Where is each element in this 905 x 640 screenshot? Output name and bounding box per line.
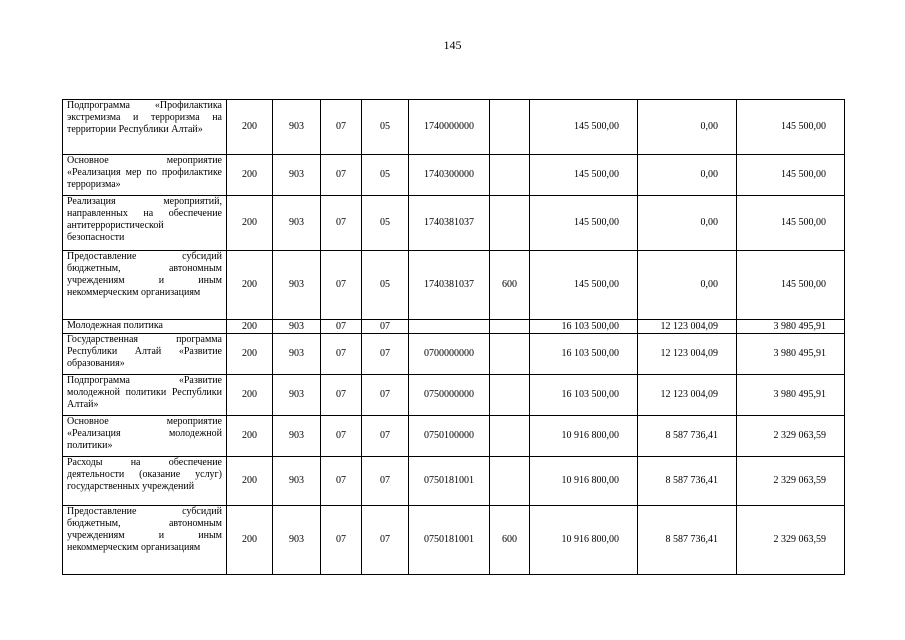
cell-admin-code: 200 (227, 334, 273, 375)
cell-subsection: 07 (362, 416, 409, 457)
table-row (63, 506, 845, 575)
cell-amount-remaining: 3 980 495,91 (737, 334, 845, 375)
table-row (63, 155, 845, 196)
row-name: Реализация мероприятий, направленных на обеспечение антитеррористической безопасности (63, 196, 227, 251)
cell-amount-planned: 145 500,00 (530, 251, 638, 320)
cell-ministry-code: 903 (273, 320, 321, 334)
cell-target-article: 0750000000 (409, 375, 490, 416)
cell-subsection: 05 (362, 196, 409, 251)
cell-admin-code: 200 (227, 375, 273, 416)
cell-section: 07 (321, 457, 362, 506)
cell-target-article (409, 320, 490, 334)
cell-admin-code: 200 (227, 416, 273, 457)
cell-ministry-code: 903 (273, 196, 321, 251)
cell-section: 07 (321, 334, 362, 375)
cell-target-article: 0700000000 (409, 334, 490, 375)
cell-amount-remaining: 3 980 495,91 (737, 375, 845, 416)
cell-amount-planned: 145 500,00 (530, 100, 638, 155)
cell-amount-remaining: 145 500,00 (737, 196, 845, 251)
cell-expense-type: 600 (490, 506, 530, 575)
cell-subsection: 05 (362, 251, 409, 320)
cell-subsection: 07 (362, 334, 409, 375)
cell-amount-remaining: 145 500,00 (737, 100, 845, 155)
cell-section: 07 (321, 320, 362, 334)
cell-ministry-code: 903 (273, 251, 321, 320)
cell-section: 07 (321, 375, 362, 416)
cell-amount-executed: 12 123 004,09 (638, 320, 737, 334)
cell-amount-planned: 145 500,00 (530, 196, 638, 251)
cell-subsection: 07 (362, 457, 409, 506)
table-row (63, 416, 845, 457)
cell-amount-planned: 10 916 800,00 (530, 457, 638, 506)
cell-amount-executed: 0,00 (638, 196, 737, 251)
cell-amount-remaining: 2 329 063,59 (737, 416, 845, 457)
row-name: Подпрограмма «Профилактика экстремизма и терроризма на территории Республики Алтай» (63, 100, 227, 155)
cell-amount-executed: 8 587 736,41 (638, 416, 737, 457)
cell-amount-planned: 10 916 800,00 (530, 506, 638, 575)
table-row (63, 251, 845, 320)
budget-table (62, 99, 845, 575)
cell-expense-type (490, 320, 530, 334)
row-name: Расходы на обеспечение деятельности (оказание услуг) государственных учреждений (63, 457, 227, 506)
row-name: Молодежная политика (63, 320, 227, 334)
cell-amount-planned: 145 500,00 (530, 155, 638, 196)
cell-subsection: 05 (362, 155, 409, 196)
cell-admin-code: 200 (227, 320, 273, 334)
row-name: Основное мероприятие «Реализация молодежной политики» (63, 416, 227, 457)
cell-ministry-code: 903 (273, 155, 321, 196)
cell-target-article: 0750181001 (409, 506, 490, 575)
table-row (63, 100, 845, 155)
cell-amount-executed: 8 587 736,41 (638, 457, 737, 506)
cell-amount-planned: 16 103 500,00 (530, 334, 638, 375)
cell-admin-code: 200 (227, 196, 273, 251)
cell-ministry-code: 903 (273, 457, 321, 506)
cell-amount-remaining: 2 329 063,59 (737, 457, 845, 506)
cell-amount-executed: 0,00 (638, 100, 737, 155)
cell-expense-type: 600 (490, 251, 530, 320)
cell-amount-planned: 10 916 800,00 (530, 416, 638, 457)
cell-amount-planned: 16 103 500,00 (530, 320, 638, 334)
cell-amount-executed: 12 123 004,09 (638, 334, 737, 375)
cell-amount-remaining: 145 500,00 (737, 155, 845, 196)
cell-expense-type (490, 100, 530, 155)
cell-target-article: 1740300000 (409, 155, 490, 196)
cell-admin-code: 200 (227, 251, 273, 320)
row-name: Государственная программа Республики Алтай «Развитие образования» (63, 334, 227, 375)
cell-section: 07 (321, 416, 362, 457)
table-row (63, 196, 845, 251)
cell-amount-remaining: 2 329 063,59 (737, 506, 845, 575)
cell-target-article: 0750100000 (409, 416, 490, 457)
cell-subsection: 07 (362, 320, 409, 334)
row-name: Подпрограмма «Развитие молодежной политики Республики Алтай» (63, 375, 227, 416)
cell-amount-executed: 0,00 (638, 155, 737, 196)
cell-amount-remaining: 145 500,00 (737, 251, 845, 320)
cell-target-article: 1740381037 (409, 251, 490, 320)
cell-section: 07 (321, 100, 362, 155)
cell-expense-type (490, 155, 530, 196)
cell-admin-code: 200 (227, 506, 273, 575)
cell-section: 07 (321, 196, 362, 251)
cell-target-article: 0750181001 (409, 457, 490, 506)
cell-subsection: 07 (362, 375, 409, 416)
cell-amount-planned: 16 103 500,00 (530, 375, 638, 416)
cell-ministry-code: 903 (273, 375, 321, 416)
table-row (63, 375, 845, 416)
cell-subsection: 07 (362, 506, 409, 575)
row-name: Предоставление субсидий бюджетным, автономным учреждениям и иным некоммерческим организациям (63, 506, 227, 575)
cell-expense-type (490, 334, 530, 375)
cell-section: 07 (321, 251, 362, 320)
cell-ministry-code: 903 (273, 334, 321, 375)
cell-admin-code: 200 (227, 100, 273, 155)
row-name: Предоставление субсидий бюджетным, автономным учреждениям и иным некоммерческим организациям (63, 251, 227, 320)
cell-section: 07 (321, 506, 362, 575)
cell-admin-code: 200 (227, 155, 273, 196)
cell-ministry-code: 903 (273, 416, 321, 457)
cell-target-article: 1740000000 (409, 100, 490, 155)
table-row (63, 457, 845, 506)
cell-target-article: 1740381037 (409, 196, 490, 251)
page-number: 145 (443, 38, 462, 52)
cell-expense-type (490, 375, 530, 416)
cell-ministry-code: 903 (273, 506, 321, 575)
cell-subsection: 05 (362, 100, 409, 155)
cell-section: 07 (321, 155, 362, 196)
cell-amount-executed: 8 587 736,41 (638, 506, 737, 575)
cell-amount-executed: 12 123 004,09 (638, 375, 737, 416)
cell-admin-code: 200 (227, 457, 273, 506)
cell-expense-type (490, 416, 530, 457)
row-name: Основное мероприятие «Реализация мер по профилактике терроризма» (63, 155, 227, 196)
table-row (63, 334, 845, 375)
table-row (63, 320, 845, 334)
cell-expense-type (490, 457, 530, 506)
cell-amount-executed: 0,00 (638, 251, 737, 320)
cell-expense-type (490, 196, 530, 251)
cell-ministry-code: 903 (273, 100, 321, 155)
cell-amount-remaining: 3 980 495,91 (737, 320, 845, 334)
